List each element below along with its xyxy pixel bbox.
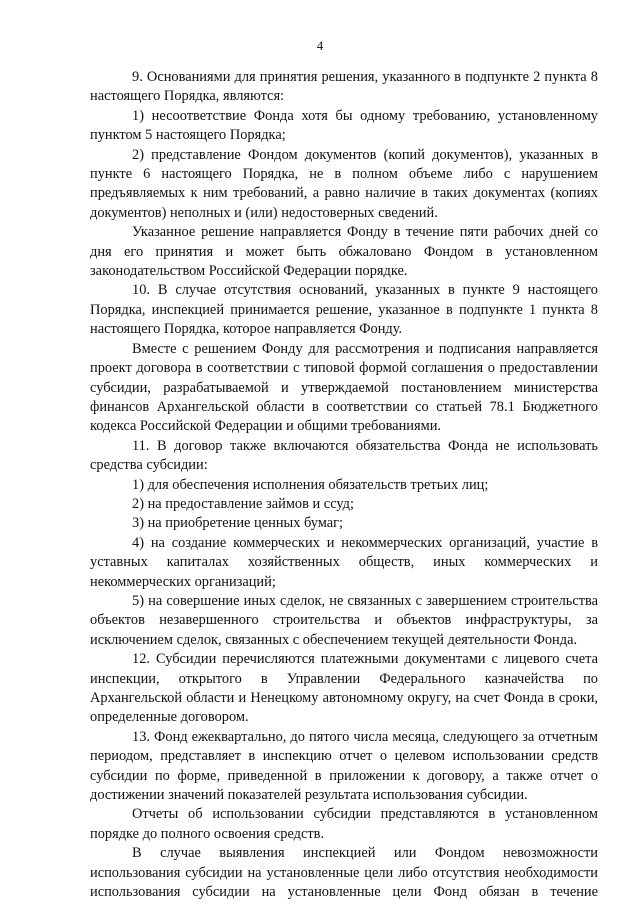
paragraph-11-item-4: 4) на создание коммерческих и некоммерческих организаций, участие в уставных капиталах хозяйственных обществ, иных коммерческих и некоммерческих организаций; bbox=[90, 534, 598, 590]
paragraph-9-item-2: 2) представление Фондом документов (копий документов), указанных в пункте 6 настоящего Порядка, не в полном объеме либо с нарушением предъявляемых к ним требований, а равно наличие в таких документах (копиях документов) неполных и (или) недостоверных сведений. bbox=[90, 146, 598, 221]
paragraph-13-note: Отчеты об использовании субсидии представляются в установленном порядке до полного освоения средств. bbox=[90, 806, 598, 842]
paragraph-11-item-3: 3) на приобретение ценных бумаг; bbox=[132, 515, 344, 532]
paragraph-10: 10. В случае отсутствия оснований, указанных в пункте 9 настоящего Порядка, инспекцией принимается решение, указанное в подпункте 1 пункта 8 настоящего Порядка, которое направляется Фонду. bbox=[90, 282, 598, 338]
paragraph-9-note: Указанное решение направляется Фонду в течение пяти рабочих дней со дня его принятия и может быть обжаловано Фондом в установленном законодательством Российской Федерации порядке. bbox=[90, 224, 598, 280]
paragraph-11: 11. В договор также включаются обязательства Фонда не использовать средства субсидии: bbox=[90, 437, 598, 474]
paragraph-9: 9. Основаниями для принятия решения, указанного в подпункте 2 пункта 8 настоящего Порядка, являются: bbox=[90, 69, 598, 105]
document-body bbox=[90, 68, 598, 902]
paragraph-11-item-2: 2) на предоставление займов и ссуд; bbox=[132, 495, 355, 512]
paragraph-13-continued: В случае выявления инспекцией или Фондом невозможности использования субсидии на установленные цели либо отсутствия необходимости использования субсидии на установленные цели Фонд обязан в течение bbox=[90, 845, 598, 901]
paragraph-13: 13. Фонд ежеквартально, до пятого числа месяца, следующего за отчетным периодом, представляет в инспекцию отчет о целевом использовании средств субсидии по форме, приведенной в приложении к договору, а также отчет о достижении значений показателей результата использования субсидии. bbox=[90, 728, 598, 804]
page-number: 4 bbox=[316, 38, 324, 53]
paragraph-12: 12. Субсидии перечисляются платежными документами с лицевого счета инспекции, открытого в Управлении Федерального казначейства по Архангельской области и Ненецкому автономному округу, на счет Фонда в сроки, определенные договором. bbox=[90, 651, 598, 726]
paragraph-9-item-1: 1) несоответствие Фонда хотя бы одному требованию, установленному пунктом 5 настоящего Порядка; bbox=[90, 107, 598, 144]
paragraph-11-item-5: 5) на совершение иных сделок, не связанных с завершением строительства объектов незавершенного строительства и объектов инфраструктуры, за исключением сделок, связанных с обеспечением текущей деятельности Фонда. bbox=[90, 592, 598, 648]
paragraph-10-note: Вместе с решением Фонду для рассмотрения и подписания направляется проект договора в соответствии с типовой формой соглашения о предоставлении субсидии, разрабатываемой и утверждаемой постановлением министерства финансов Архангельской области в соответствии со статьей 78.1 Бюджетного кодекса Российской Федерации и общими требованиями. bbox=[90, 340, 598, 435]
paragraph-11-item-1: 1) для обеспечения исполнения обязательств третьих лиц; bbox=[132, 476, 489, 493]
